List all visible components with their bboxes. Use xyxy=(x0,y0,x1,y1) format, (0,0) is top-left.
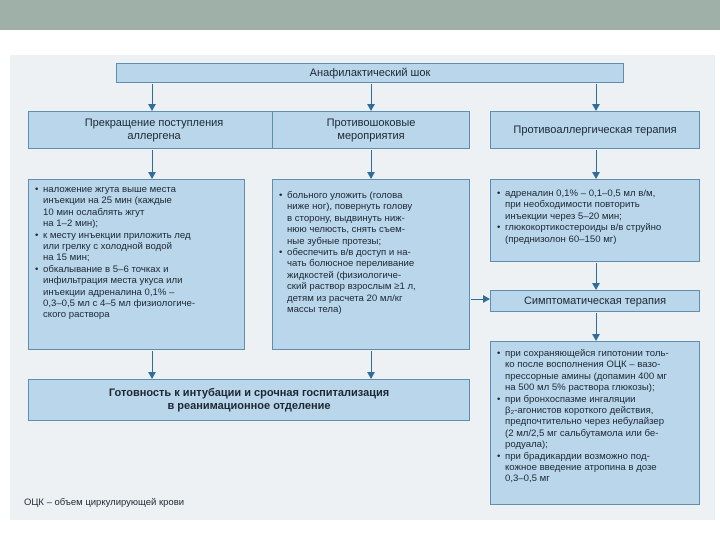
item-line: инъекции на 25 мин (каждые xyxy=(43,195,172,207)
item-line: инъекции адреналина 0,1% – xyxy=(43,286,175,298)
item-line: 0,3–0,5 мл с 4–5 мл физиологиче- xyxy=(43,298,196,310)
list-item xyxy=(35,230,239,264)
list-item xyxy=(35,184,239,230)
list-item xyxy=(497,222,694,245)
item-line: • глюкокортикостероиды в/в струйно xyxy=(505,222,662,234)
item-line: • обеспечить в/в доступ и на- xyxy=(287,247,411,259)
item-line: β₂-агонистов короткого действия, xyxy=(505,405,654,417)
col1-header-line: аллергена xyxy=(127,130,181,142)
col2-header-box xyxy=(272,111,470,149)
item-line: кожное введение атропина в дозе xyxy=(505,462,657,474)
arrow-title-to-col1 xyxy=(152,84,153,110)
item-line: • больного уложить (голова xyxy=(287,190,403,201)
item-line: • обкалывание в 5–6 точках и xyxy=(43,263,169,275)
col3-detail-box xyxy=(490,179,700,262)
final-box xyxy=(28,379,470,421)
symptomatic-header-box xyxy=(490,290,700,312)
item-line: ский раствор взрослым ≥1 л, xyxy=(287,281,416,293)
col3-header-line: Противоаллергическая терапия xyxy=(513,123,677,136)
col1-header-box xyxy=(28,111,280,149)
item-line: инъекции через 5–20 мин; xyxy=(505,210,622,222)
list-item xyxy=(497,188,694,222)
item-line: ко после восполнения ОЦК – вазо- xyxy=(505,359,661,371)
arrow-col3-header-to-detail xyxy=(596,150,597,178)
item-line: массы тела) xyxy=(287,304,342,316)
col2-detail-box xyxy=(272,179,470,350)
top-bar xyxy=(0,0,720,30)
final-line: Готовность к интубации и срочная госпитализация xyxy=(108,387,390,399)
item-line: жидкостей (физиологиче- xyxy=(287,269,402,281)
list-item xyxy=(497,394,694,451)
footnote: ОЦК – объем циркулирующей крови xyxy=(24,497,185,508)
arrow-title-to-col3 xyxy=(596,84,597,110)
item-line: (2 мл/2,5 мг сальбутамола или бе- xyxy=(505,427,659,439)
item-line: ные зубные протезы; xyxy=(287,235,382,247)
item-line: предпочтительно через небулайзер xyxy=(505,416,665,428)
item-line: 0,3–0,5 мг xyxy=(505,473,550,485)
item-line: на 1–2 мин); xyxy=(43,218,99,230)
item-line: или грелку с холодной водой xyxy=(43,241,172,253)
item-line: ниже ног), повернуть голову xyxy=(287,201,413,213)
list-item xyxy=(35,264,239,321)
item-line: ского раствора xyxy=(43,309,110,321)
item-line: • при бронхоспазме ингаляции xyxy=(505,393,636,405)
col1-header-line: Прекращение поступления xyxy=(84,117,224,129)
final-line: в реанимационное отделение xyxy=(167,400,331,412)
item-line: нюю челюсть, снять съем- xyxy=(287,224,405,236)
item-line: чать болюсное переливание xyxy=(287,258,415,270)
item-line: на 15 мин; xyxy=(43,252,90,264)
title-box xyxy=(116,63,624,83)
item-line: родуала); xyxy=(505,439,548,451)
arrow-col1-header-to-detail xyxy=(152,150,153,178)
item-line: детям из расчета 20 мл/кг xyxy=(287,292,403,304)
item-line: • наложение жгута выше места xyxy=(43,184,177,195)
list-item xyxy=(497,348,694,394)
list-item xyxy=(497,451,694,485)
item-line: на 500 мл 5% раствора глюкозы); xyxy=(505,382,655,394)
item-line: инфильтрация места укуса или xyxy=(43,275,183,287)
arrow-symptomatic-header-to-detail xyxy=(596,313,597,340)
arrow-title-to-col2 xyxy=(371,84,372,110)
symptomatic-header-text: Симптоматическая терапия xyxy=(523,294,667,307)
title-text: Анафилактический шок xyxy=(309,66,431,79)
item-line: при необходимости повторить xyxy=(505,199,640,211)
symptomatic-detail-box xyxy=(490,341,700,505)
item-line: • при сохраняющейся гипотонии толь- xyxy=(505,348,669,359)
item-line: • к месту инъекции приложить лед xyxy=(43,229,191,241)
item-line: в сторону, выдвинуть ниж- xyxy=(287,212,405,224)
arrow-col2-to-final xyxy=(371,351,372,378)
arrow-col2-to-symptomatic xyxy=(471,299,489,300)
arrow-col1-to-final xyxy=(152,351,153,378)
arrow-col3-detail-to-symptomatic xyxy=(596,263,597,289)
item-line: 10 мин ослаблять жгут xyxy=(43,206,145,218)
list-item xyxy=(279,190,464,247)
col3-header-box xyxy=(490,111,700,149)
item-line: прессорные амины (допамин 400 мг xyxy=(505,370,667,382)
col2-header-line: мероприятия xyxy=(337,130,405,142)
item-line: • при брадикардии возможно под- xyxy=(505,450,650,462)
arrow-col2-header-to-detail xyxy=(371,150,372,178)
item-line: • адреналин 0,1% – 0,1–0,5 мл в/м, xyxy=(505,188,656,199)
list-item xyxy=(279,247,464,315)
item-line: (преднизолон 60–150 мг) xyxy=(505,233,617,245)
col2-header-line: Противошоковые xyxy=(326,117,416,129)
col1-detail-box xyxy=(28,179,245,350)
